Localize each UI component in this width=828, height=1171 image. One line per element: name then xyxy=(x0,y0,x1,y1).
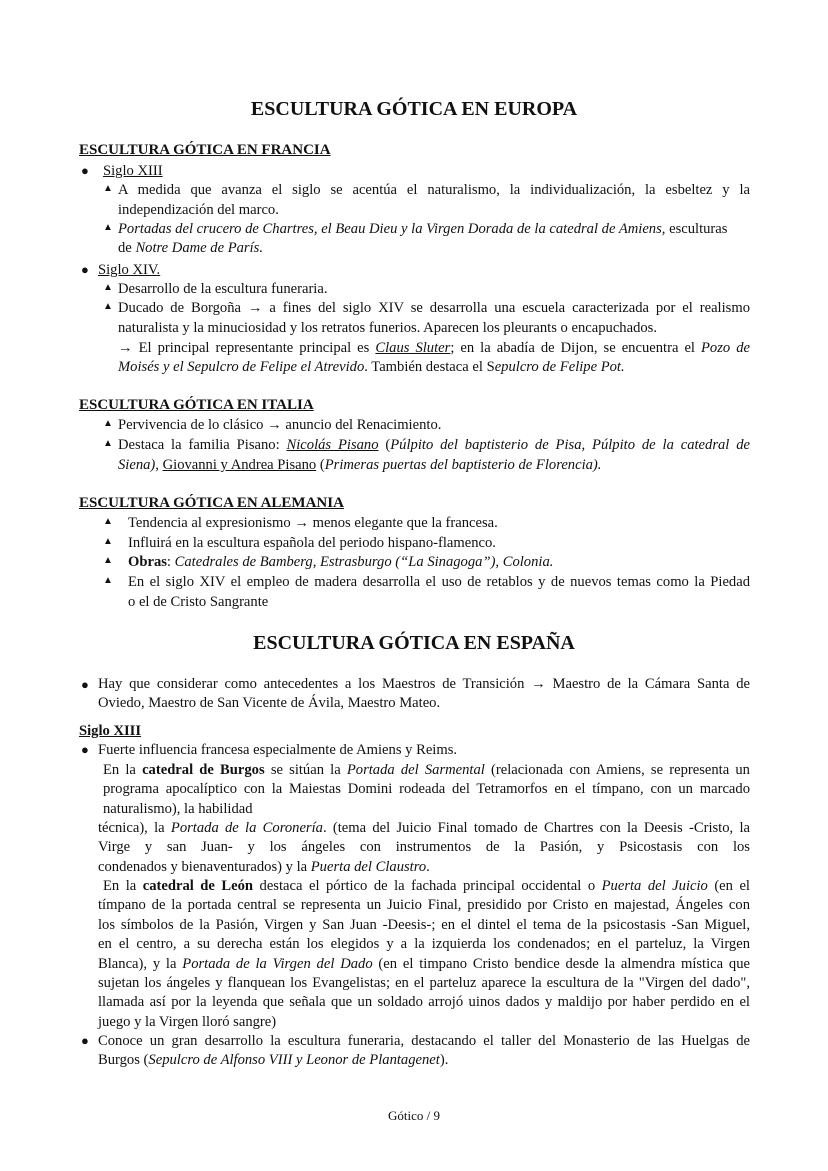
text-line: Oviedo, Maestro de San Vicente de Ávila, Maestro Mateo. xyxy=(98,695,441,711)
bullet-icon: ● xyxy=(81,163,89,178)
text-line: Tendencia al expresionismo → menos elegante que la francesa. xyxy=(128,515,498,531)
text-line: En el siglo XIV el empleo de madera desarrolla el uso de retablos y de nuevos temas como la Piedad xyxy=(128,574,750,590)
text-line: naturalismo), la habilidad xyxy=(103,801,253,817)
page-title: ESCULTURA GÓTICA EN EUROPA xyxy=(250,98,578,120)
section-title-espana: ESCULTURA GÓTICA EN ESPAÑA xyxy=(253,632,575,654)
text-line: Conoce un gran desarrollo la escultura funeraria, destacando el taller del Monasterio de las Huelgas de xyxy=(98,1033,750,1049)
text-line: Obras: Catedrales de Bamberg, Estrasburgo (“La Sinagoga”), Colonia. xyxy=(128,554,554,570)
text-line: Moisés y el Sepulcro de Felipe el Atrevido. También destaca el Sepulcro de Felipe Pot. xyxy=(118,359,625,375)
triangle-bullet-icon: ▲ xyxy=(103,183,113,194)
bullet-icon: ● xyxy=(81,677,89,692)
text-line: técnica), la Portada de la Coronería. (tema del Juicio Final tomado de Chartres con la Deesis -Cristo, la xyxy=(98,820,750,836)
text-line: Destaca la familia Pisano: Nicolás Pisano (Púlpito del baptisterio de Pisa, Púlpito de la catedral de xyxy=(118,437,751,453)
text-line: Virge y san Juan- y los ángeles con instrumentos de la Pasión, y Psicostasis con los xyxy=(98,839,750,855)
text-line: o el de Cristo Sangrante xyxy=(128,594,269,610)
triangle-bullet-icon: ▲ xyxy=(103,575,113,586)
bullet-icon: ● xyxy=(81,1033,89,1048)
triangle-bullet-icon: ▲ xyxy=(103,282,113,293)
text-line: naturalista y la minuciosidad y los retratos funerios. Aparecen los pleurants o encapuchados. xyxy=(118,320,657,336)
triangle-bullet-icon: ▲ xyxy=(103,301,113,312)
triangle-bullet-icon: ▲ xyxy=(103,536,113,547)
text-line: Blanca), y la Portada de la Virgen del Dado (en el timpano Cristo bendice desde la almendra mística que xyxy=(98,956,750,972)
section-title-francia: ESCULTURA GÓTICA EN FRANCIA xyxy=(79,142,331,158)
bullet-icon: ● xyxy=(81,742,89,757)
bullet-icon: ● xyxy=(81,262,89,277)
triangle-bullet-icon: ▲ xyxy=(103,418,113,429)
section-title-italia: ESCULTURA GÓTICA EN ITALIA xyxy=(79,397,314,413)
text-line: Siena), Giovanni y Andrea Pisano (Primeras puertas del baptisterio de Florencia). xyxy=(118,457,602,473)
subheading-siglo-xiv: Siglo XIV. xyxy=(98,262,161,278)
triangle-bullet-icon: ▲ xyxy=(103,555,113,566)
subheading-siglo-xiii-espana: Siglo XIII xyxy=(79,723,142,739)
text-line: en el centro, a su derecha están los elegidos y a la izquierda los condenados; en el parteluz, la Virgen xyxy=(98,936,750,952)
text-line: condenados y bienaventurados) y la Puerta del Claustro. xyxy=(98,859,430,875)
text-line: Burgos (Sepulcro de Alfonso VIII y Leonor de Plantagenet). xyxy=(98,1052,449,1068)
text-line: los símbolos de la Pasión, Virgen y San Juan -Deesis-; en el dintel el tema de la psicostasis -San Miguel, xyxy=(98,917,750,933)
text-line: Hay que considerar como antecedentes a los Maestros de Transición → Maestro de la Cámara Santa de xyxy=(98,676,750,692)
text-line: → El principal representante principal es Claus Sluter; en la abadía de Dijon, se encuentra el Pozo de xyxy=(118,340,750,356)
text-line: programa apocalíptico con la Maiestas Domini rodeada del Tetramorfos en el tímpano, con un marcado xyxy=(103,781,750,797)
text-line: Pervivencia de lo clásico → anuncio del Renacimiento. xyxy=(118,417,442,433)
triangle-bullet-icon: ▲ xyxy=(103,222,113,233)
page-footer: Gótico / 9 xyxy=(388,1108,440,1123)
text-line: A medida que avanza el siglo se acentúa el naturalismo, la individualización, la esbeltez y la xyxy=(118,182,750,198)
triangle-bullet-icon: ▲ xyxy=(103,516,113,527)
text-line: Ducado de Borgoña → a fines del siglo XIV se desarrolla una escuela caracterizada por el realismo xyxy=(118,300,750,316)
section-title-alemania: ESCULTURA GÓTICA EN ALEMANIA xyxy=(79,495,344,511)
text-line: En la catedral de León destaca el pórtico de la fachada principal occidental o Puerta del Juicio (en el xyxy=(103,878,750,894)
text-line: Portadas del crucero de Chartres, el Beau Dieu y la Virgen Dorada de la catedral de Amiens, esculturas xyxy=(118,221,728,237)
text-line: Influirá en la escultura española del periodo hispano-flamenco. xyxy=(128,535,496,551)
subheading-siglo-xiii-francia: Siglo XIII xyxy=(103,163,163,179)
text-line: En la catedral de Burgos se sitúan la Portada del Sarmental (relacionada con Amiens, se representa un xyxy=(103,762,750,778)
text-line: independización del marco. xyxy=(118,202,279,218)
text-line: de Notre Dame de París. xyxy=(118,240,263,256)
triangle-bullet-icon: ▲ xyxy=(103,438,113,449)
text-line: juego y la Virgen lloró sangre) xyxy=(98,1014,277,1030)
text-line: Fuerte influencia francesa especialmente de Amiens y Reims. xyxy=(98,742,458,758)
text-line: llamada así por la leyenda que señala que un soldado arrojó uinos dados y maldijo por haber perdido en el xyxy=(98,994,750,1010)
text-line: sujetan los ángeles y flanquean los Evangelistas; en el parteluz aparece la escultura de la "Virgen del dado", xyxy=(98,975,750,991)
text-line: tímpano de la portada central se representa un Juicio Final, presidido por Cristo en majestad, Ángeles con xyxy=(98,897,750,913)
text-line: Desarrollo de la escultura funeraria. xyxy=(118,281,328,297)
